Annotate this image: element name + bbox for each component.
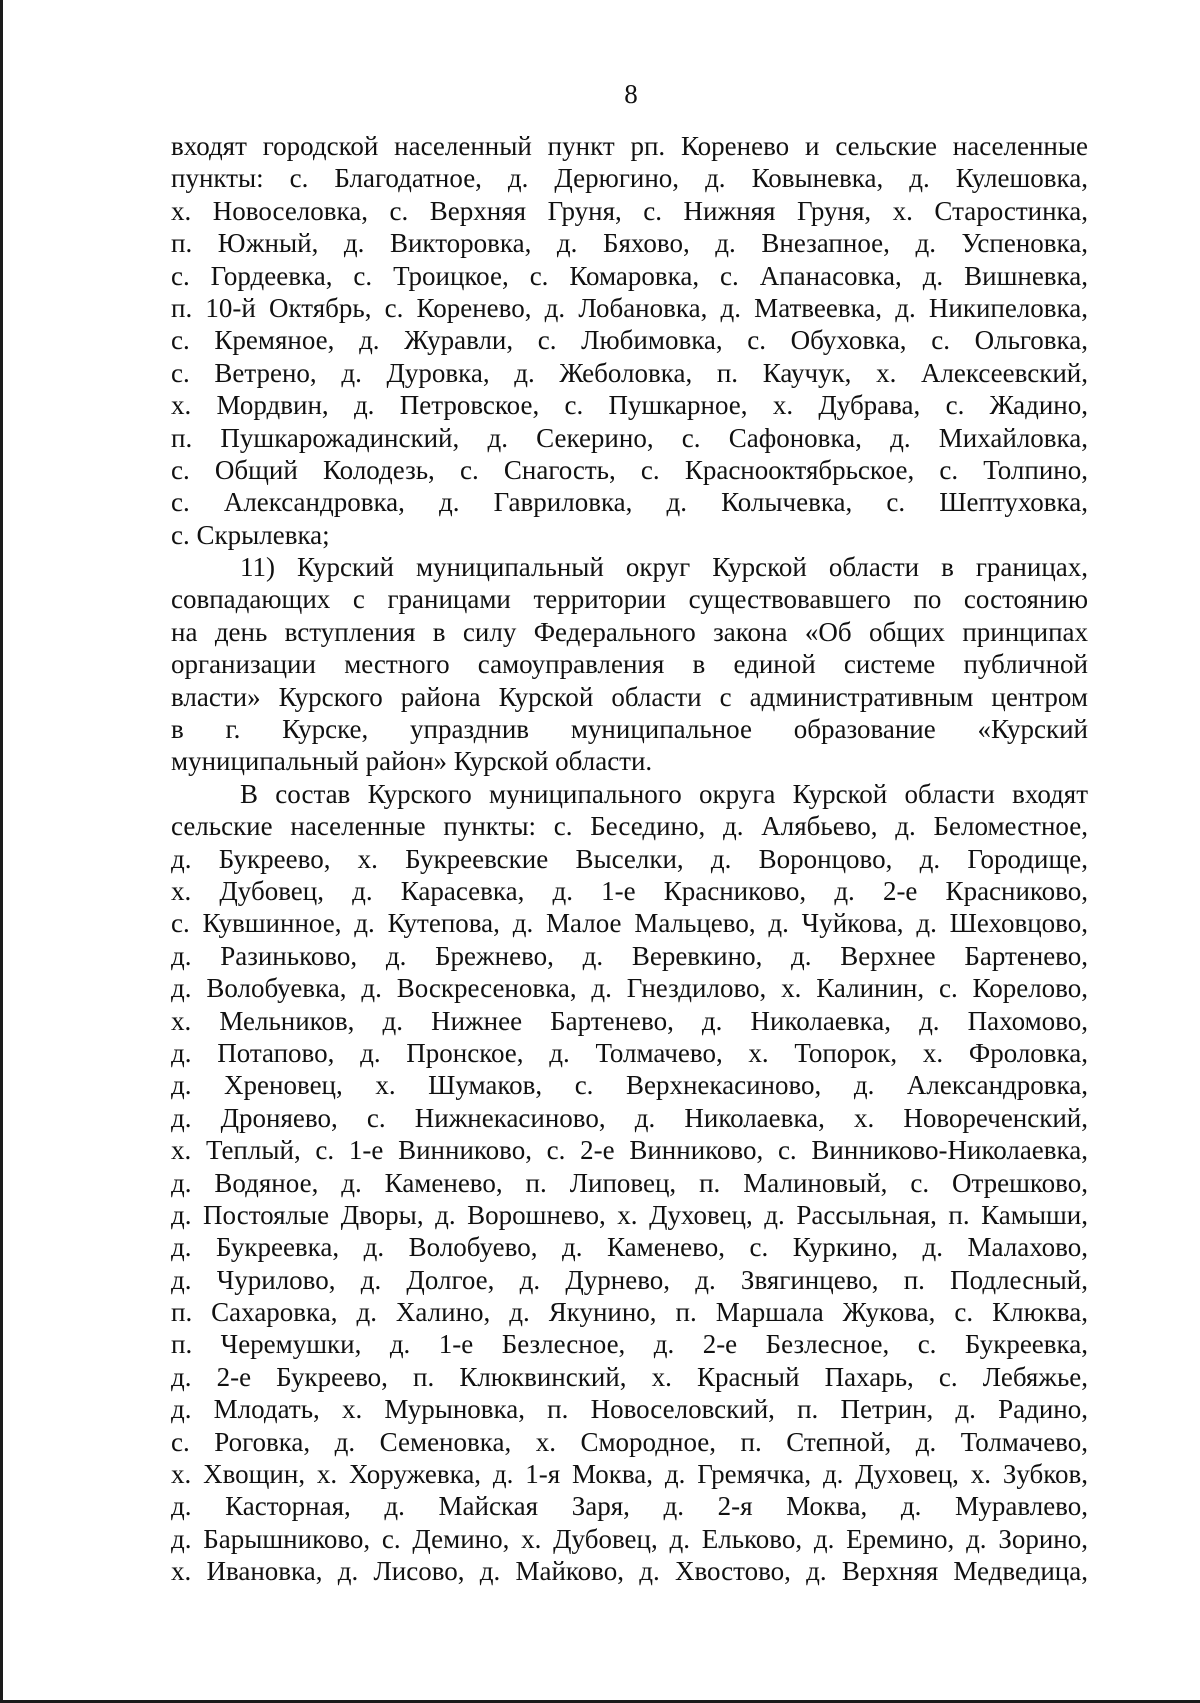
text-line: х. Дубовец, д. Карасевка, д. 1-е Красниково, д. 2-е Красниково, — [171, 875, 1088, 906]
page-number: 8 — [624, 79, 638, 109]
text-line: д. Потапово, д. Пронское, д. Толмачево, х. Топорок, х. Фроловка, — [171, 1037, 1088, 1068]
text-line: п. 10-й Октябрь, с. Коренево, д. Лобановка, д. Матвеевка, д. Никипеловка, — [171, 292, 1088, 323]
paragraph-first-line: В состав Курского муниципального округа Курской области входят — [240, 778, 1088, 809]
text-line: с. Гордеевка, с. Троицкое, с. Комаровка, с. Апанасовка, д. Вишневка, — [171, 260, 1088, 291]
text-line: п. Сахаровка, д. Халино, д. Якунино, п. Маршала Жукова, с. Клюква, — [171, 1297, 1088, 1328]
text-line: д. Постоялые Дворы, д. Ворошнево, х. Духовец, д. Рассыльная, п. Камыши, — [171, 1199, 1088, 1230]
text-line: х. Теплый, с. 1-е Винниково, с. 2-е Винниково, с. Винниково-Николаевка, — [171, 1135, 1088, 1166]
paragraph-first-line: 11) Курский муниципальный округ Курской области в границах, — [240, 552, 1088, 583]
text-line: пункты: с. Благодатное, д. Дерюгино, д. Ковыневка, д. Кулешовка, — [171, 163, 1088, 194]
text-line: д. Водяное, д. Каменево, п. Липовец, п. Малиновый, с. Отрешково, — [171, 1167, 1088, 1198]
text-line: д. Хреновец, х. Шумаков, с. Верхнекасиново, д. Александровка, — [171, 1070, 1088, 1101]
text-line: с. Кремяное, д. Журавли, с. Любимовка, с. Обуховка, с. Ольговка, — [171, 325, 1088, 356]
text-line: д. Букреево, х. Букреевские Выселки, д. Воронцово, д. Городище, — [171, 843, 1088, 874]
text-line: организации местного самоуправления в единой системе публичной — [171, 649, 1088, 680]
text-line: на день вступления в силу Федерального закона «Об общих принципах — [171, 616, 1088, 647]
document-body — [171, 130, 1088, 1588]
text-line: х. Мордвин, д. Петровское, с. Пушкарное, х. Дубрава, с. Жадино, — [171, 390, 1088, 421]
scan-left-border — [0, 0, 3, 1703]
text-line: муниципальный район» Курской области. — [171, 746, 653, 777]
text-line: п. Пушкарожадинский, д. Секерино, с. Сафоновка, д. Михайловка, — [171, 422, 1088, 453]
text-line: сельские населенные пункты: с. Беседино, д. Алябьево, д. Беломестное, — [171, 811, 1088, 842]
text-line: д. Чурилово, д. Долгое, д. Дурнево, д. Звягинцево, п. Подлесный, — [171, 1264, 1088, 1295]
text-line: п. Южный, д. Викторовка, д. Бяхово, д. Внезапное, д. Успеновка, — [171, 228, 1088, 259]
text-line: д. Букреевка, д. Волобуево, д. Каменево, с. Куркино, д. Малахово, — [171, 1232, 1088, 1263]
text-line: х. Мельников, д. Нижнее Бартенево, д. Николаевка, д. Пахомово, — [171, 1005, 1088, 1036]
text-line: д. 2-е Букреево, п. Клюквинский, х. Красный Пахарь, с. Лебяжье, — [171, 1361, 1088, 1392]
text-line: д. Барышниково, с. Демино, х. Дубовец, д. Ельково, д. Еремино, д. Зорино, — [171, 1523, 1088, 1554]
text-line: х. Ивановка, д. Лисово, д. Майково, д. Хвостово, д. Верхняя Медведица, — [171, 1556, 1088, 1587]
text-line: х. Хвощин, х. Хоружевка, д. 1-я Моква, д. Гремячка, д. Духовец, х. Зубков, — [171, 1459, 1088, 1490]
text-line: с. Скрылевка; — [171, 519, 330, 550]
text-line: входят городской населенный пункт рп. Коренево и сельские населенные — [171, 131, 1088, 161]
text-line: с. Общий Колодезь, с. Снагость, с. Краснооктябрьское, с. Толпино, — [171, 454, 1088, 485]
text-line: д. Дроняево, с. Нижнекасиново, д. Николаевка, х. Новореченский, — [171, 1102, 1088, 1133]
text-line: д. Млодать, х. Мурыновка, п. Новоселовский, п. Петрин, д. Радино, — [171, 1394, 1088, 1425]
text-line: д. Волобуевка, д. Воскресеновка, д. Гнездилово, х. Калинин, с. Корелово, — [171, 973, 1088, 1004]
text-line: х. Новоселовка, с. Верхняя Груня, с. Нижняя Груня, х. Старостинка, — [171, 195, 1088, 226]
text-line: совпадающих с границами территории существовавшего по состоянию — [171, 584, 1088, 615]
text-line: с. Кувшинное, д. Кутепова, д. Малое Мальцево, д. Чуйкова, д. Шеховцово, — [171, 908, 1088, 939]
text-line: д. Касторная, д. Майская Заря, д. 2-я Моква, д. Муравлево, — [171, 1491, 1088, 1522]
text-line: с. Ветрено, д. Дуровка, д. Жеболовка, п. Каучук, х. Алексеевский, — [171, 357, 1088, 388]
text-line: с. Роговка, д. Семеновка, х. Смородное, п. Степной, д. Толмачево, — [171, 1426, 1088, 1457]
text-line: в г. Курске, упразднив муниципальное образование «Курский — [171, 714, 1088, 745]
text-line: с. Александровка, д. Гавриловка, д. Колычевка, с. Шептуховка, — [171, 487, 1088, 518]
text-line: власти» Курского района Курской области с административным центром — [171, 681, 1088, 712]
text-line: д. Разиньково, д. Брежнево, д. Веревкино, д. Верхнее Бартенево, — [171, 940, 1088, 971]
text-line: п. Черемушки, д. 1-е Безлесное, д. 2-е Безлесное, с. Букреевка, — [171, 1329, 1088, 1360]
